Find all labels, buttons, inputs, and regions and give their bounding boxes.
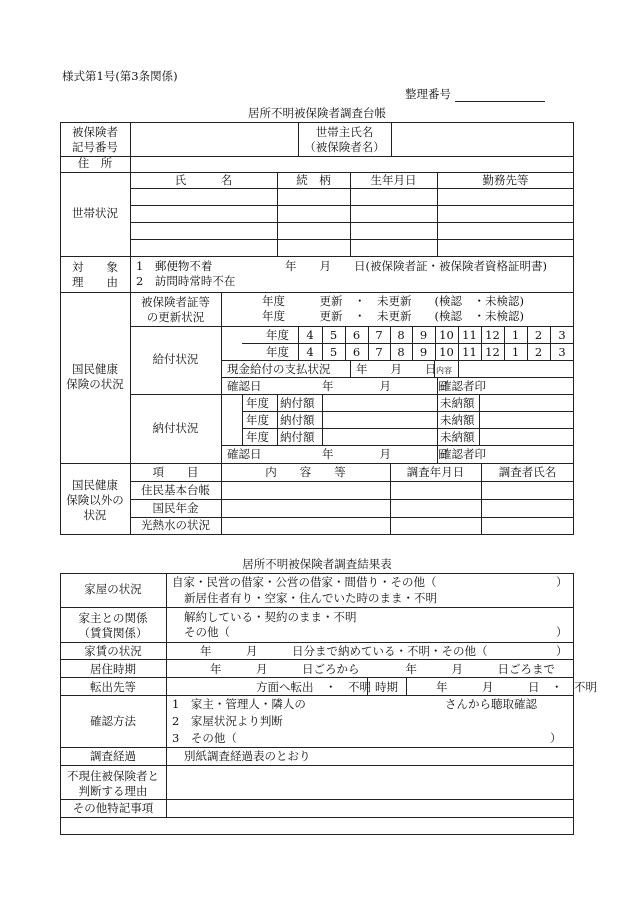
table2-title: 居所不明被保険者調査結果表	[242, 557, 392, 571]
month-cell: 3	[558, 328, 566, 342]
table1-title: 居所不明被保険者調査台帳	[248, 106, 386, 120]
month-cell: 7	[375, 345, 383, 359]
nofugaku-3: 納付額	[280, 430, 315, 444]
form-number: 様式第1号(第3条関係)	[62, 69, 178, 83]
taisho-1-date: 年 月 日(被保険者証・被保険者資格証明書)	[285, 259, 547, 273]
kakunin-bi-2: 確認日	[227, 447, 262, 461]
yanushi-1: 解約している・契約のまま・不明	[184, 610, 357, 624]
month-cell: 8	[397, 345, 405, 359]
kakuninsha-2: 確認者印	[440, 447, 486, 461]
kakunin-date-2: 年 月 日	[322, 447, 449, 461]
minofugaku-3: 未納額	[440, 430, 475, 444]
other-label: 国民健康 保険以外の 状況	[66, 478, 124, 522]
other-item-konetsu: 光熱水の状況	[141, 518, 210, 532]
kyufu-label: 給付状況	[152, 352, 199, 366]
jiki-val: 年 月 日 ・ 不明	[436, 680, 597, 694]
yanushi-2-close: ）	[556, 625, 568, 639]
month-cell: 3	[558, 345, 566, 359]
taisho-label: 対 象 理 由	[72, 260, 118, 289]
seiri-label: 整理番号	[405, 87, 451, 101]
koshin-label: 被保険者証等 の更新状況	[141, 295, 210, 324]
yachin-close: ）	[556, 644, 568, 658]
yanushi-label: 家主との関係 （賃貸関係）	[78, 611, 148, 640]
month-cell: 10	[439, 328, 454, 342]
keika-label: 調査経過	[90, 749, 136, 763]
nofugaku-2: 納付額	[280, 413, 315, 427]
month-cell: 9	[419, 328, 428, 342]
taisho-1: 1 郵便物不着	[136, 259, 213, 273]
kakunin-2: 2 家屋状況より判断	[172, 714, 283, 728]
month-cell: 4	[306, 328, 314, 342]
nofu-nendo-3: 年度	[246, 430, 269, 444]
kyoju-val: 年 月 日ごろから 年 月 日ごろまで	[210, 662, 555, 676]
col-chosasha: 調査者氏名	[498, 465, 557, 479]
month-cell: 6	[352, 345, 361, 359]
month-cell: 10	[439, 345, 454, 359]
seiri-number-line	[455, 101, 545, 102]
setai-label: 世帯主氏名 （被保険者名）	[304, 125, 385, 154]
month-cell: 4	[306, 345, 314, 359]
keika-val: 別紙調査経過表のとおり	[184, 749, 311, 763]
month-cell: 2	[534, 328, 543, 342]
kyufu-nendo-2: 年度	[266, 345, 289, 359]
sonota-label: その他特記事項	[72, 801, 154, 815]
month-cell: 11	[462, 345, 477, 359]
tenshutsu-label: 転出先等	[90, 680, 136, 694]
kokuho-label: 国民健康 保険の状況	[66, 362, 124, 391]
col-seinengappi: 生年月日	[370, 173, 417, 187]
kyufu-nendo-1: 年度	[266, 328, 289, 342]
month-cell: 12	[485, 328, 500, 342]
col-shimei: 氏 名	[174, 173, 233, 187]
month-cell: 2	[534, 345, 543, 359]
riyu-label: 不現住被保険者と 判断する理由	[67, 769, 159, 798]
month-cell: 12	[485, 345, 500, 359]
month-cell: 5	[329, 328, 338, 342]
col-zokugara: 続 柄	[296, 173, 331, 187]
kakuninsha-1: 確認者印	[440, 379, 486, 393]
kakunin-3-close: ）	[550, 731, 562, 745]
kaoku-1-close: ）	[556, 575, 568, 589]
minofugaku-1: 未納額	[440, 396, 475, 410]
kakunin-3: 3 その他（	[172, 731, 237, 745]
jiki-label: 時期	[375, 680, 398, 694]
kakunin-1b: さんから聴取確認	[445, 697, 537, 711]
koshin-row-1: 年度 更新 ・ 未更新 (検認 ・未検認)	[262, 294, 524, 308]
koshin-row-2: 年度 更新 ・ 未更新 (検認 ・未検認)	[262, 309, 524, 323]
setai-jokyo-label: 世帯状況	[72, 206, 118, 220]
taisho-2: 2 訪問時常時不在	[136, 274, 236, 288]
month-cell: 9	[419, 345, 428, 359]
col-kinmu: 勤務先等	[482, 173, 529, 187]
month-cell: 1	[511, 328, 520, 342]
genkin-label: 現金給付の支払状況	[227, 362, 331, 376]
month-cell: 6	[352, 328, 361, 342]
nofu-label: 納付状況	[152, 421, 199, 435]
col-chosabi: 調査年月日	[406, 465, 465, 479]
kakunin-bi-1: 確認日	[227, 379, 262, 393]
kaoku-label: 家屋の状況	[84, 582, 142, 596]
kakunin-label: 確認方法	[90, 714, 136, 728]
month-cell: 1	[511, 345, 520, 359]
kyoju-label: 居住時期	[90, 662, 136, 676]
yanushi-2: その他（	[184, 625, 230, 639]
genkin-date: 年 月 日	[356, 362, 437, 376]
month-cell: 11	[462, 328, 477, 342]
month-cell: 7	[375, 328, 383, 342]
kakunin-date-1: 年 月 日	[322, 379, 449, 393]
kakunin-1: 1 家主・管理人・隣人の	[172, 697, 306, 711]
hihoken-label: 被保険者 記号番号	[72, 125, 118, 154]
col-naiyo: 内 容 等	[265, 465, 346, 479]
nofu-nendo-2: 年度	[246, 413, 269, 427]
other-item-nenkin: 国民年金	[152, 501, 199, 515]
tenshutsu-val: 方面へ転出 ・ 不明	[256, 680, 371, 694]
other-item-juki: 住民基本台帳	[141, 483, 210, 497]
month-cell: 5	[329, 345, 338, 359]
yachin-val: 年 月 日分まで納めている・不明・その他（	[200, 644, 488, 658]
col-komoku: 項 目	[152, 465, 199, 479]
yachin-label: 家賃の状況	[84, 644, 142, 658]
month-cell: 8	[397, 328, 405, 342]
jusho-label: 住 所	[77, 156, 113, 170]
nofu-nendo-1: 年度	[246, 396, 269, 410]
naiyo-small: 内容	[436, 366, 452, 375]
kaoku-2: 新居住者有り・空家・住んでいた時のまま・不明	[184, 591, 437, 605]
nofugaku-1: 納付額	[280, 396, 315, 410]
kaoku-1: 自家・民営の借家・公営の借家・間借り・その他（	[172, 575, 437, 589]
minofugaku-2: 未納額	[440, 413, 475, 427]
